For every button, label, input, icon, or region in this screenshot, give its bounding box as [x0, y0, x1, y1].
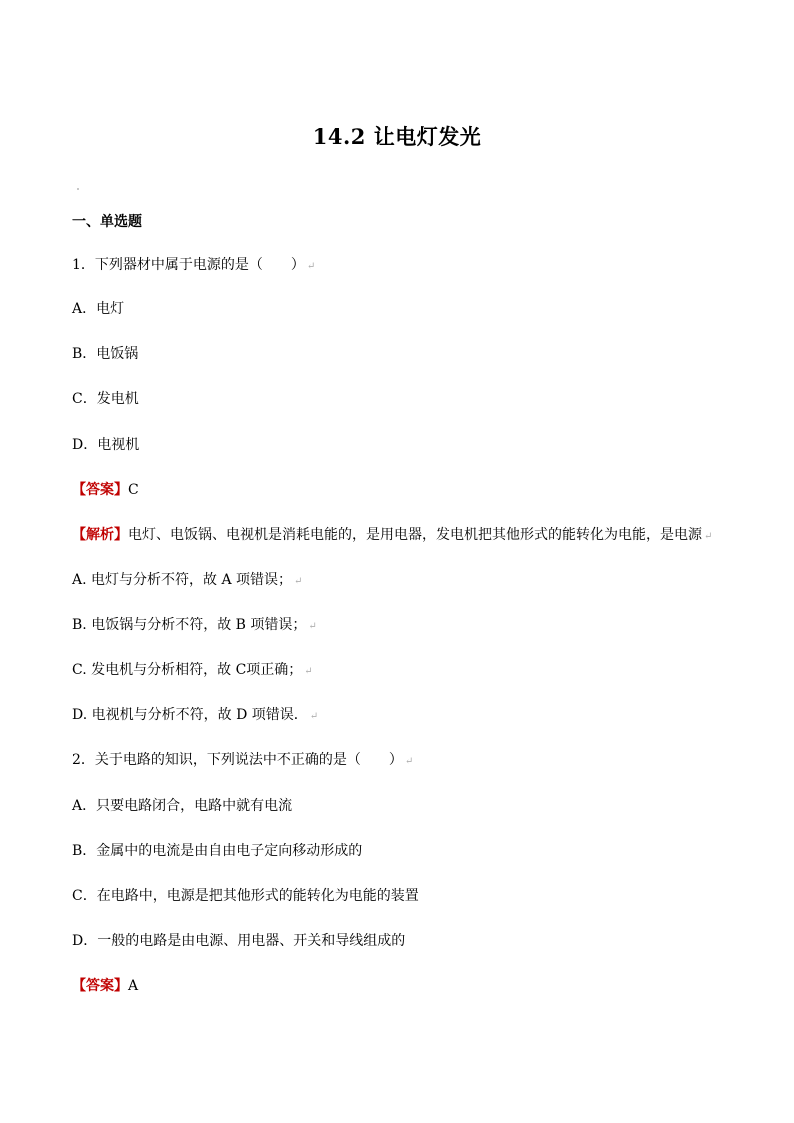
question-1-option-b: B．电饭锅: [72, 346, 139, 362]
answer-value: A: [128, 978, 139, 994]
section-heading: 一、单选题: [72, 214, 142, 230]
analysis-line-b: [72, 616, 317, 636]
answer-tag: 【答案】: [72, 482, 128, 498]
question-1-option-c: C．发电机: [72, 391, 139, 407]
question-1-option-d: D．电视机: [72, 437, 140, 453]
question-2-option-d: D．一般的电路是由电源、用电器、开关和导线组成的: [72, 933, 406, 949]
question-1-option-a: A．电灯: [72, 301, 125, 317]
question-2-stem-text: 2．关于电路的知识，下列说法中不正确的是（ ）: [72, 752, 403, 768]
analysis-line-b-text: B. 电饭锅与分析不符，故 B 项错误；: [72, 617, 307, 633]
question-2-option-c: C．在电路中，电源是把其他形式的能转化为电能的装置: [72, 888, 419, 904]
page-title: 14.2 让电灯发光: [312, 124, 482, 149]
question-2-stem: [72, 751, 413, 771]
analysis-line-c-text: C. 发电机与分析相符，故 C项正确；: [72, 662, 303, 678]
question-1-stem-text: 1．下列器材中属于电源的是（ ）: [72, 257, 305, 273]
paragraph-mark-icon: ↵: [304, 666, 313, 677]
answer-tag: 【答案】: [72, 978, 128, 994]
question-2-option-b: B．金属中的电流是由自由电子定向移动形成的: [72, 843, 363, 859]
paragraph-mark-icon: ↵: [306, 261, 316, 272]
analysis-line-a: [72, 571, 302, 591]
answer-value: C: [128, 482, 139, 498]
paragraph-mark: [77, 188, 79, 190]
question-2-option-a: A．只要电路闭合，电路中就有电流: [72, 798, 293, 814]
paragraph-mark-icon: ↵: [404, 756, 414, 767]
question-2-answer: [72, 977, 138, 995]
paragraph-mark-icon: ↵: [704, 531, 713, 542]
analysis-line-d: [72, 706, 318, 726]
analysis-line-a-text: A. 电灯与分析不符，故 A 项错误；: [72, 572, 293, 588]
paragraph-mark-icon: ↵: [294, 576, 303, 587]
analysis-text: 电灯、电饭锅、电视机是消耗电能的，是用电器，发电机把其他形式的能转化为电能，是电源: [128, 527, 702, 543]
paragraph-mark-icon: ↵: [309, 711, 319, 722]
analysis-line-c: [72, 661, 313, 681]
analysis-line-d-text: D. 电视机与分析不符，故 D 项错误．: [72, 707, 308, 723]
analysis-tag: 【解析】: [72, 527, 128, 543]
question-1-answer: [72, 481, 139, 499]
question-1-stem: [72, 256, 315, 276]
question-1-analysis: [72, 526, 712, 546]
paragraph-mark-icon: ↵: [308, 621, 317, 632]
